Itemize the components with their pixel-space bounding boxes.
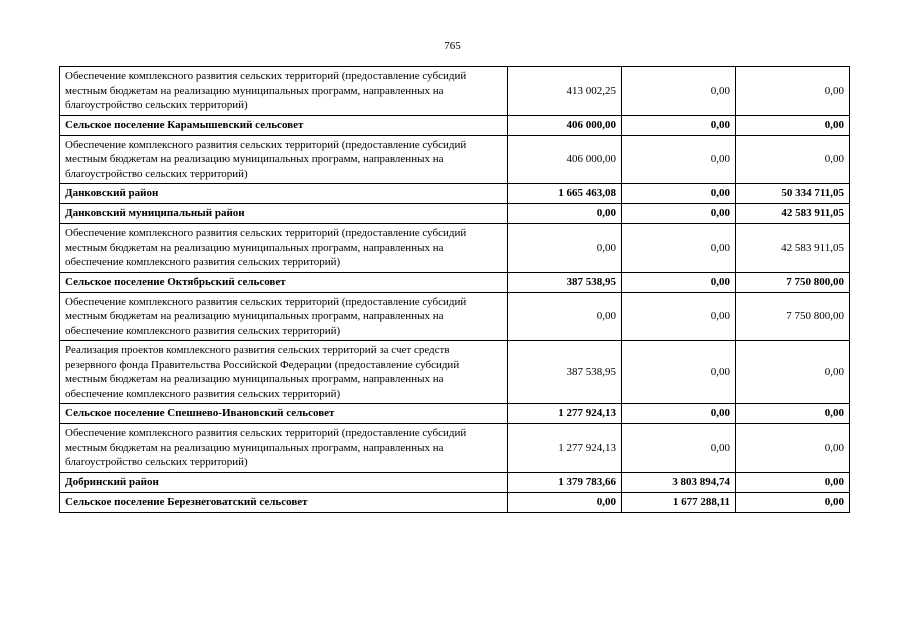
- row-description: Сельское поселение Березнеговатский сельсовет: [60, 492, 508, 512]
- row-description: Добринский район: [60, 472, 508, 492]
- row-value-1: 387 538,95: [508, 272, 622, 292]
- row-value-3: 0,00: [736, 341, 850, 404]
- row-value-2: 3 803 894,74: [622, 472, 736, 492]
- row-description: Данковский муниципальный район: [60, 204, 508, 224]
- table-row-subtotal: [60, 404, 850, 424]
- row-value-2: 0,00: [622, 272, 736, 292]
- row-description: Сельское поселение Карамышевский сельсовет: [60, 115, 508, 135]
- table-row-subtotal: [60, 204, 850, 224]
- table-row: [60, 224, 850, 273]
- row-value-1: 413 002,25: [508, 67, 622, 116]
- row-value-1: 1 665 463,08: [508, 184, 622, 204]
- row-value-3: 50 334 711,05: [736, 184, 850, 204]
- row-value-1: 0,00: [508, 224, 622, 273]
- row-value-2: 0,00: [622, 135, 736, 184]
- row-description: Обеспечение комплексного развития сельских территорий (предоставление субсидий местным бюджетам на реализацию муниципальных программ, направленных на обеспечение комплексного развития сельских территорий): [60, 224, 508, 273]
- row-description: Сельское поселение Октябрьский сельсовет: [60, 272, 508, 292]
- row-value-1: 387 538,95: [508, 341, 622, 404]
- row-value-3: 42 583 911,05: [736, 204, 850, 224]
- row-value-3: 0,00: [736, 67, 850, 116]
- row-description: Обеспечение комплексного развития сельских территорий (предоставление субсидий местным бюджетам на реализацию муниципальных программ, направленных на благоустройство сельских территорий): [60, 135, 508, 184]
- row-value-3: 7 750 800,00: [736, 292, 850, 341]
- table-row: [60, 67, 850, 116]
- row-description: Обеспечение комплексного развития сельских территорий (предоставление субсидий местным бюджетам на реализацию муниципальных программ, направленных на благоустройство сельских территорий): [60, 67, 508, 116]
- row-value-2: 0,00: [622, 341, 736, 404]
- row-value-1: 406 000,00: [508, 135, 622, 184]
- page-number: 765: [444, 40, 461, 52]
- row-value-1: 1 277 924,13: [508, 404, 622, 424]
- row-description: Данковский район: [60, 184, 508, 204]
- row-value-1: 406 000,00: [508, 115, 622, 135]
- row-description: Обеспечение комплексного развития сельских территорий (предоставление субсидий местным бюджетам на реализацию муниципальных программ, направленных на обеспечение комплексного развития сельских территорий): [60, 292, 508, 341]
- table-row-subtotal: [60, 272, 850, 292]
- row-value-3: 0,00: [736, 472, 850, 492]
- row-value-2: 0,00: [622, 292, 736, 341]
- row-description: Сельское поселение Спешнево-Ивановский сельсовет: [60, 404, 508, 424]
- row-value-2: 0,00: [622, 184, 736, 204]
- row-value-2: 0,00: [622, 115, 736, 135]
- row-value-3: 0,00: [736, 492, 850, 512]
- row-value-3: 42 583 911,05: [736, 224, 850, 273]
- row-value-2: 0,00: [622, 67, 736, 116]
- row-value-2: 0,00: [622, 224, 736, 273]
- row-description: Обеспечение комплексного развития сельских территорий (предоставление субсидий местным бюджетам на реализацию муниципальных программ, направленных на благоустройство сельских территорий): [60, 424, 508, 473]
- budget-table: [59, 66, 850, 513]
- table-row-subtotal: [60, 115, 850, 135]
- table-row: [60, 135, 850, 184]
- row-value-1: 0,00: [508, 292, 622, 341]
- row-value-3: 0,00: [736, 115, 850, 135]
- row-description: Реализация проектов комплексного развития сельских территорий за счет средств резервного фонда Правительства Российской Федерации (предоставление субсидий местным бюджетам на реализацию муниципальных программ, направленных на обеспечение комплексного развития сельских территорий): [60, 341, 508, 404]
- row-value-3: 0,00: [736, 135, 850, 184]
- table-row: [60, 292, 850, 341]
- row-value-1: 1 277 924,13: [508, 424, 622, 473]
- row-value-3: 0,00: [736, 424, 850, 473]
- table-row: [60, 341, 850, 404]
- row-value-2: 0,00: [622, 204, 736, 224]
- row-value-2: 0,00: [622, 424, 736, 473]
- row-value-1: 0,00: [508, 492, 622, 512]
- row-value-1: 0,00: [508, 204, 622, 224]
- row-value-3: 0,00: [736, 404, 850, 424]
- table-row-subtotal: [60, 492, 850, 512]
- row-value-1: 1 379 783,66: [508, 472, 622, 492]
- table-row-subtotal: [60, 472, 850, 492]
- budget-table-body: [60, 67, 850, 513]
- table-row-subtotal: [60, 184, 850, 204]
- row-value-3: 7 750 800,00: [736, 272, 850, 292]
- row-value-2: 0,00: [622, 404, 736, 424]
- table-row: [60, 424, 850, 473]
- row-value-2: 1 677 288,11: [622, 492, 736, 512]
